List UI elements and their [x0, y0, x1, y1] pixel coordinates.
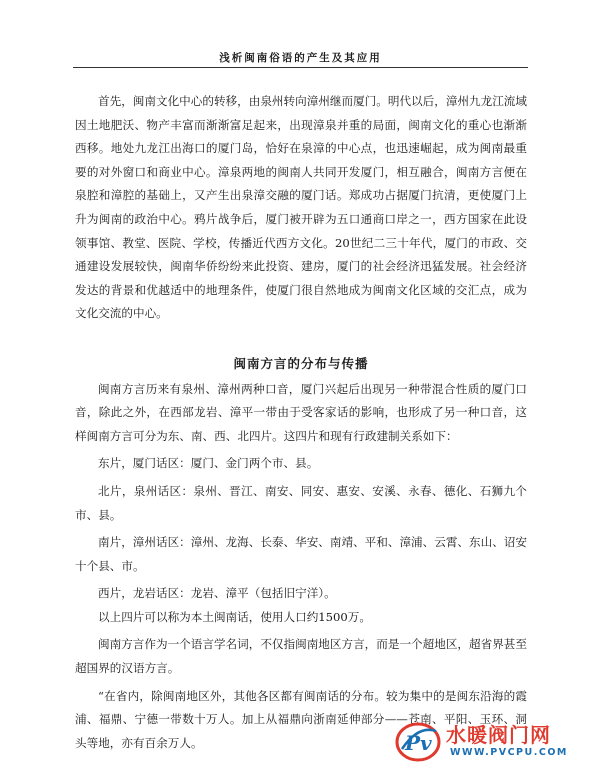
- watermark-site-name: 水暖阀门网: [446, 723, 551, 747]
- paragraph-culture-center: 首先，闽南文化中心的转移，由泉州转向漳州继而厦门。明代以后，漳州九龙江流域因土地肥沃、物产丰富而渐渐富足起来，出现漳泉并重的局面，闽南文化的重心也渐渐西移。地处九龙江出海口的厦门岛，恰好在泉漳的中心点，也迅速崛起，成为闽南最重要的对外窗口和商业中心。漳泉两地的闽南人共同开发厦门，相互融合，闽南方言便在泉腔和漳腔的基础上，又产生出泉漳交融的厦门话。郑成功占据厦门抗清，更使厦门上升为闽南的政治中心。鸦片战争后，厦门被开辟为五口通商口岸之一，西方国家在此设领事馆、教堂、医院、学校，传播近代西方文化。20世纪二三十年代，厦门的市政、交通建设发展较快，闽南华侨纷纷来此投资、建房，厦门的社会经济迅猛发展。社会经济发达的背景和优越适中的地理条件，使厦门很自然地成为闽南文化区域的交汇点，成为文化交流的中心。: [75, 94, 527, 321]
- list-item-north: 北片，泉州话区：泉州、晋江、南安、同安、惠安、安溪、永春、德化、石狮九个市、县。: [75, 483, 527, 522]
- list-item-west: 西片，龙岩话区：龙岩、漳平（包括旧宁洋）。: [98, 586, 336, 601]
- section-heading: 闽南方言的分布与传播: [233, 355, 369, 371]
- paragraph-population: 以上四片可以称为本土闽南话，使用人口约1500万。: [98, 609, 371, 624]
- list-item-east: 东片，厦门话区：厦门、金门两个市、县。: [98, 456, 319, 471]
- list-item-south: 南片，漳州话区：漳州、龙海、长泰、华安、南靖、平和、漳浦、云霄、东山、诏安十个县、市。: [75, 535, 527, 573]
- watermark-url: WWW.PVCPU.COM: [450, 747, 568, 758]
- paragraph-definition: 闽南方言作为一个语言学名词，不仅指闽南地区方言，而是一个超地区，超省界甚至超国界的汉语方言。: [75, 637, 527, 676]
- header-rule: [73, 67, 528, 68]
- logo-letters: Pv: [405, 731, 432, 755]
- document-body: [75, 90, 527, 755]
- paragraph-dialect-accents: 闽南方言历来有泉州、漳州两种口音，厦门兴起后出现另一种带混合性质的厦门口音，除此之外，在西部龙岩、漳平一带由于受客家话的影响，也形成了另一种口音，这样闽南方言可分为东、南、西、北四片。这四片和现有行政建制关系如下：: [75, 381, 527, 443]
- site-watermark: [394, 717, 590, 765]
- running-header: 浅析闽南俗语的产生及其应用: [219, 52, 382, 64]
- pv-logo-icon: [394, 719, 442, 763]
- paragraph-distribution-quote: “在省内，除闽南地区外，其他各区都有闽南话的分布。较为集中的是闽东沿海的霞浦、福鼎、宁德一带数十万人。加上从福鼎向浙南延伸部分——苍南、平阳、玉环、洞头等地，亦有百余万人。: [75, 688, 527, 750]
